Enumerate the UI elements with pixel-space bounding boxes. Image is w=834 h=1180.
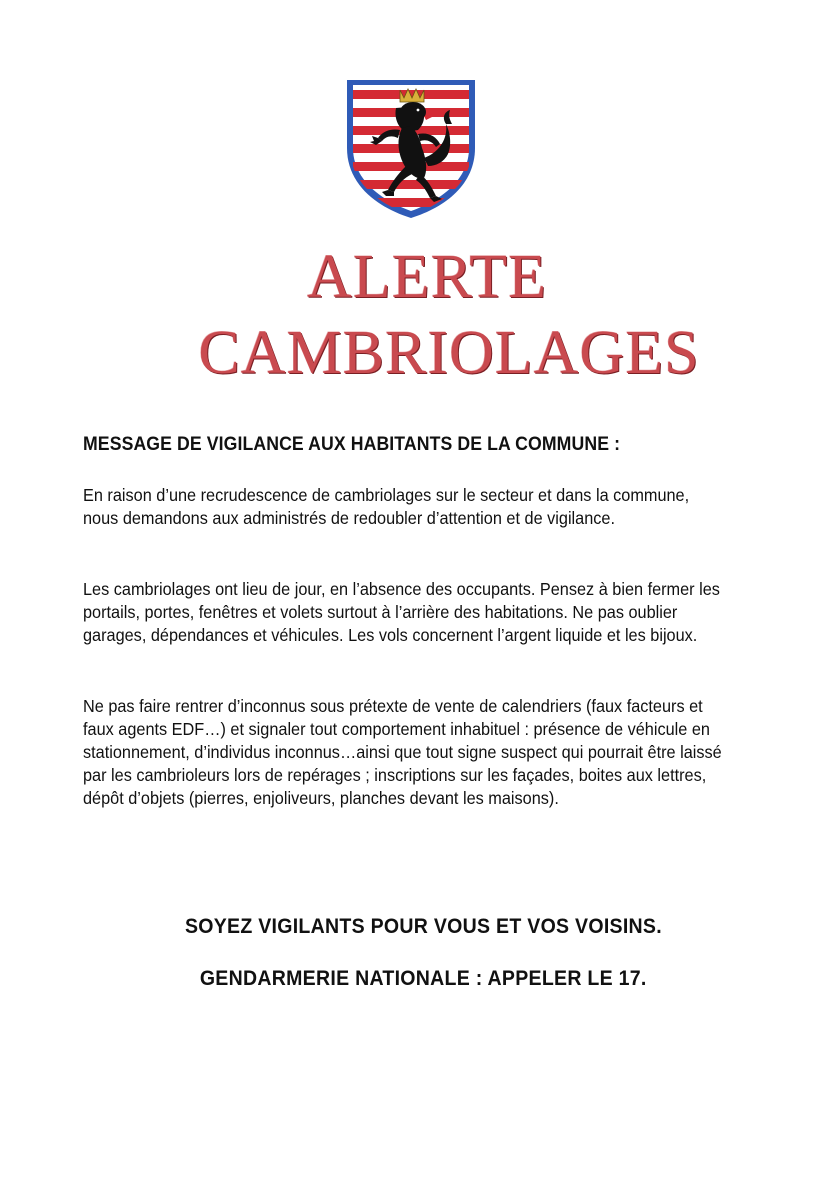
title-line-2: CAMBRIOLAGES — [198, 319, 700, 387]
paragraph-recrudescence: En raison d’une recrudescence de cambriolages sur le secteur et dans la commune, nous demandons aux administrés de redoubler d’attention et de vigilance. — [83, 485, 690, 528]
title-line-1: ALERTE — [307, 243, 547, 311]
paragraph-suspicious-signs: Ne pas faire rentrer d’inconnus sous prétexte de vente de calendriers (faux facteurs et faux agents EDF…) et signaler tout comportement inhabituel : présence de véhicule en stationnement, d’individus inconnus…ainsi que tout signe suspect qui pourrait être laissé par les cambrioleurs lors de repérages ; inscriptions sur les façades, boites aux lettres, dépôt d’objets (pierres, enjoliveurs, planches devant les maisons). — [83, 696, 722, 808]
coat-of-arms-lion-icon — [344, 78, 478, 218]
footer-vigilance-slogan-text: SOYEZ VIGILANTS POUR VOUS ET VOS VOISINS. — [184, 915, 662, 938]
footer-gendarmerie-call — [6, 967, 834, 991]
vigilance-heading: MESSAGE DE VIGILANCE AUX HABITANTS DE LA COMMUNE : — [83, 434, 621, 455]
footer-vigilance-slogan — [6, 915, 834, 939]
footer-gendarmerie-call-text: GENDARMERIE NATIONALE : APPELER LE 17. — [199, 967, 647, 990]
paragraph-daytime-burglaries: Les cambriolages ont lieu de jour, en l’absence des occupants. Pensez à bien fermer les portails, portes, fenêtres et volets surtout à l’arrière des habitations. Ne pas oublier garages, dépendances et véhicules. Les vols concernent l’argent liquide et les bijoux. — [83, 579, 720, 645]
